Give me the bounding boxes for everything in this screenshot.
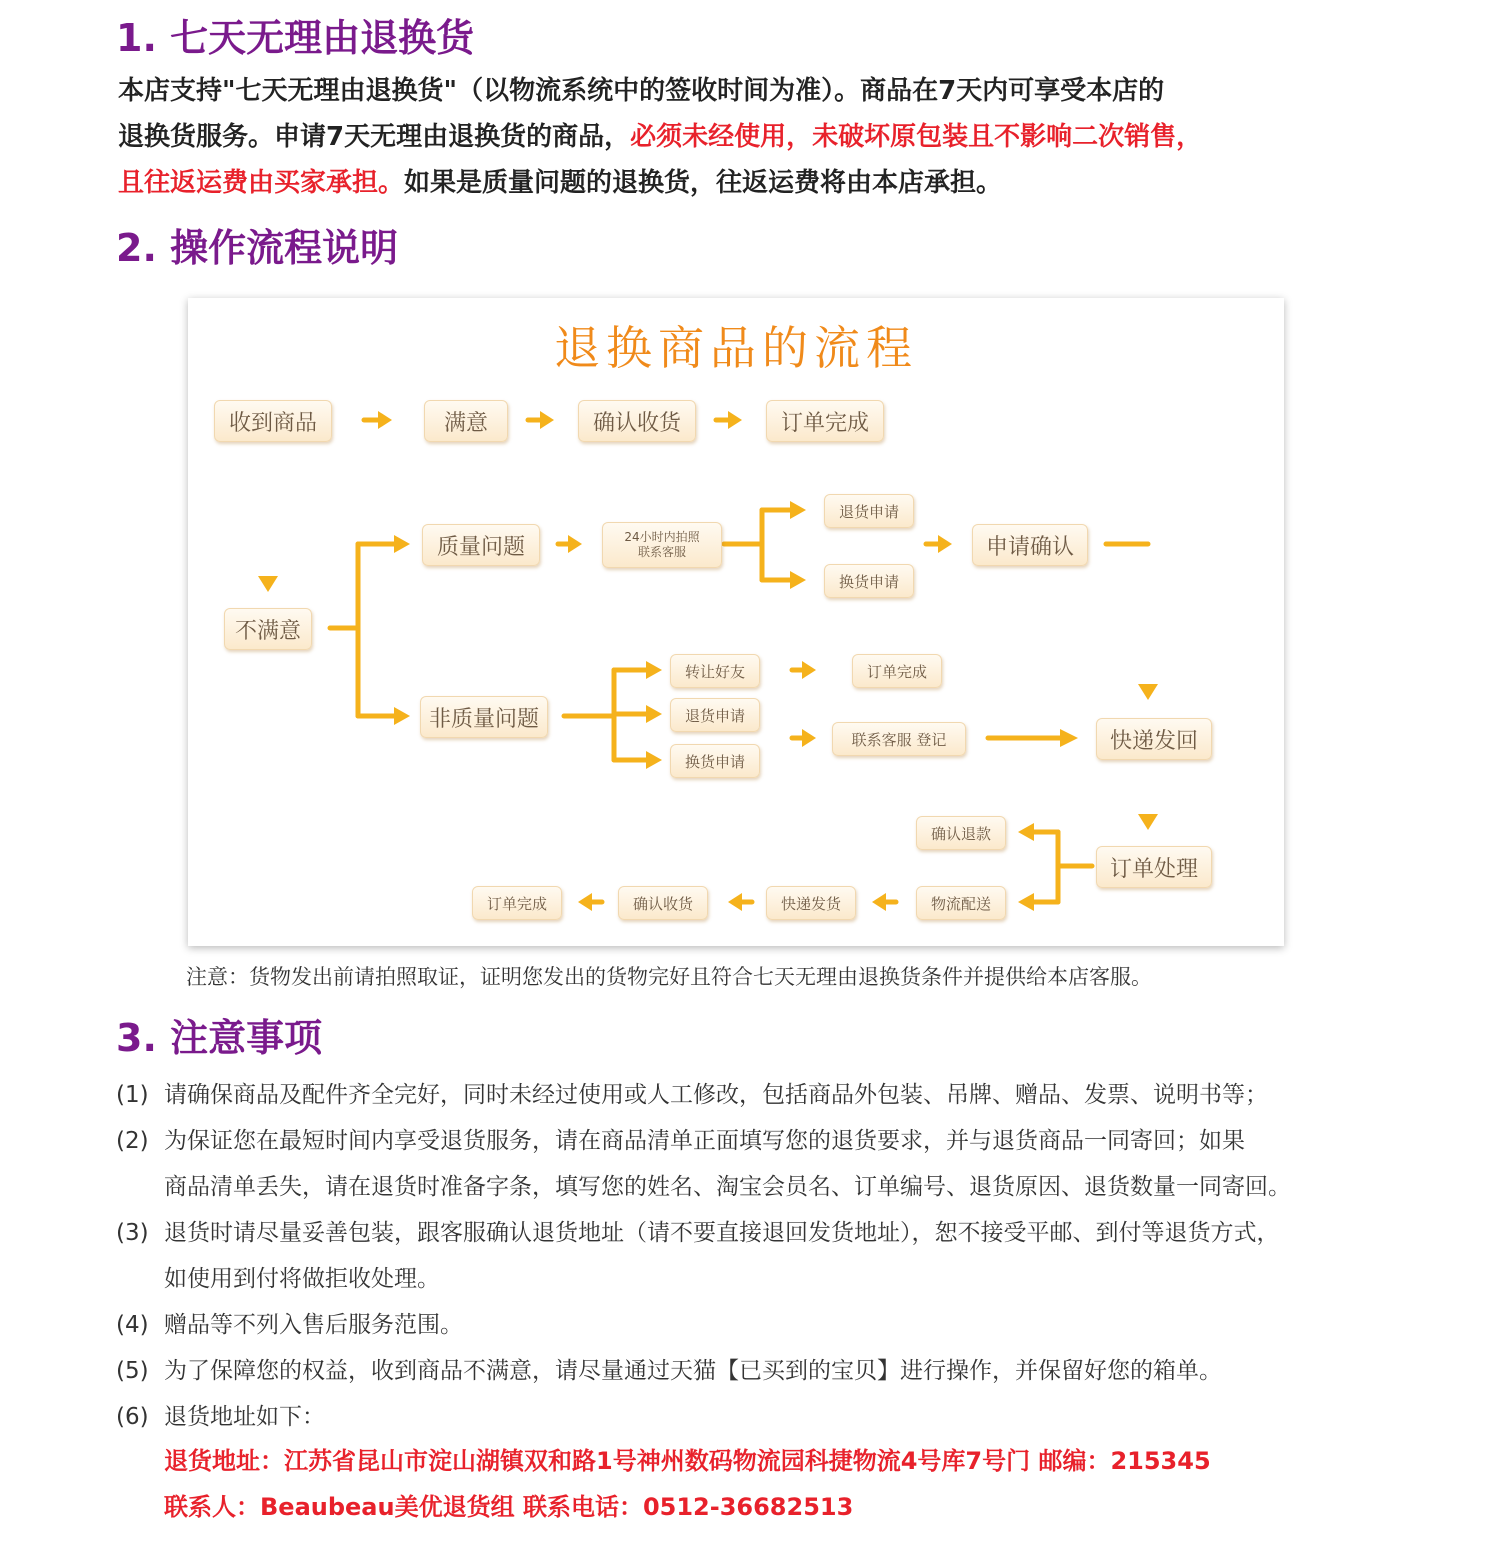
node-receive-goods: 收到商品	[214, 400, 332, 442]
notice-number: (4)	[116, 1312, 149, 1338]
notice-text: 请确保商品及配件齐全完好，同时未经过使用或人工修改，包括商品外包装、吊牌、赠品、发票、说明书等；	[164, 1082, 1268, 1108]
node-order-complete-mid: 订单完成	[852, 654, 942, 688]
section-2-heading: 2. 操作流程说明	[116, 226, 399, 270]
node-exchange-apply-2: 换货申请	[670, 744, 760, 778]
section-1-line-2-warning: 必须未经使用，未破坏原包装且不影响二次销售，	[630, 122, 1203, 152]
return-flow-chart	[188, 298, 1284, 946]
notice-item-3	[116, 1210, 1416, 1256]
arrow-left-icon	[578, 893, 602, 911]
branch-connector	[330, 535, 410, 725]
notice-number: (1)	[116, 1082, 149, 1108]
notice-text: 为保证您在最短时间内享受退货服务，请在商品清单正面填写您的退货要求，并与退货商品一同寄回；如果	[164, 1128, 1245, 1154]
photo-line-1: 24小时内拍照	[624, 530, 700, 544]
notice-number: (6)	[116, 1404, 149, 1430]
notice-text: 退货地址如下：	[164, 1404, 325, 1430]
node-express-send-back: 快递发回	[1096, 718, 1212, 760]
arrow-right-icon	[528, 411, 554, 429]
node-photo-contact-service	[602, 522, 722, 568]
section-1-heading: 1. 七天无理由退换货	[116, 16, 475, 60]
arrow-right-icon	[558, 535, 582, 553]
notice-text: 赠品等不列入售后服务范围。	[164, 1312, 463, 1338]
section-1-line-2-text: 退换货服务。申请7天无理由退换货的商品，	[118, 122, 631, 152]
notice-item-2	[116, 1118, 1416, 1164]
arrow-right-icon	[792, 729, 816, 747]
notice-item-3-continued: 如使用到付将做拒收处理。	[164, 1266, 440, 1292]
node-satisfied: 满意	[424, 400, 508, 442]
node-express-ship: 快递发货	[766, 886, 856, 920]
notice-number: (2)	[116, 1128, 149, 1154]
return-contact: 联系人：Beaubeau美优退货组 联系电话：0512-36682513	[164, 1493, 854, 1521]
notice-item-5	[116, 1348, 1416, 1394]
branch-connector	[1018, 823, 1092, 911]
photo-line-2: 联系客服	[637, 545, 686, 559]
notice-item-6	[116, 1394, 1416, 1440]
node-confirm-receipt-bottom: 确认收货	[618, 886, 708, 920]
section-1-line-1: 本店支持"七天无理由退换货"（以物流系统中的签收时间为准）。商品在7天内可享受本店的	[118, 76, 1165, 106]
arrow-down-icon	[1106, 544, 1158, 700]
arrow-right-icon	[792, 661, 816, 679]
section-1-line-3	[118, 160, 1408, 206]
node-non-quality-issue: 非质量问题	[420, 696, 548, 738]
section-1-line-3-warning: 且往返运费由买家承担。	[118, 168, 405, 198]
node-contact-service-register: 联系客服 登记	[832, 722, 966, 756]
node-apply-confirm: 申请确认	[972, 524, 1088, 566]
notice-item-4	[116, 1302, 1416, 1348]
notice-item-2-continued: 商品清单丢失，请在退货时准备字条，填写您的姓名、淘宝会员名、订单编号、退货原因、退货数量一同寄回。	[164, 1174, 1291, 1200]
section-1-line-2	[118, 114, 1408, 160]
notice-text: 为了保障您的权益，收到商品不满意，请尽量通过天猫【已买到的宝贝】进行操作，并保留好您的箱单。	[164, 1358, 1222, 1384]
node-exchange-apply-1: 换货申请	[824, 564, 914, 598]
node-confirm-receipt-top: 确认收货	[578, 400, 696, 442]
arrow-right-icon	[988, 729, 1078, 747]
node-order-complete-top: 订单完成	[766, 400, 884, 442]
arrow-left-icon	[872, 893, 896, 911]
branch-connector	[564, 661, 662, 769]
arrow-right-icon	[926, 535, 952, 553]
flow-chart-title: 退换商品的流程	[554, 321, 918, 375]
notice-item-1	[116, 1072, 1416, 1118]
section-3-heading: 3. 注意事项	[116, 1016, 323, 1060]
section-1-line-3-text: 如果是质量问题的退换货，往返运费将由本店承担。	[404, 168, 1003, 198]
node-transfer-friend: 转让好友	[670, 654, 760, 688]
node-confirm-refund: 确认退款	[916, 816, 1006, 850]
arrow-right-icon	[716, 411, 742, 429]
arrow-left-icon	[728, 893, 752, 911]
node-logistics-delivery: 物流配送	[916, 886, 1006, 920]
notice-number: (5)	[116, 1358, 149, 1384]
node-unsatisfied: 不满意	[224, 608, 312, 650]
node-return-apply-1: 退货申请	[824, 494, 914, 528]
arrow-right-icon	[364, 411, 392, 429]
return-address: 退货地址：江苏省昆山市淀山湖镇双和路1号神州数码物流园科捷物流4号库7号门 邮编：215345	[164, 1447, 1211, 1475]
arrow-down-icon	[258, 460, 278, 592]
node-return-apply-2: 退货申请	[670, 698, 760, 732]
notice-number: (3)	[116, 1220, 149, 1246]
branch-connector	[724, 501, 806, 589]
arrow-down-icon	[1138, 774, 1158, 830]
notice-text: 退货时请尽量妥善包装，跟客服确认退货地址（请不要直接退回发货地址），恕不接受平邮、到付等退货方式，	[164, 1220, 1280, 1246]
section-1-paragraph	[118, 68, 1408, 206]
node-quality-issue: 质量问题	[422, 524, 540, 566]
node-order-processing: 订单处理	[1096, 846, 1212, 888]
flow-note: 注意：货物发出前请拍照取证，证明您发出的货物完好且符合七天无理由退换货条件并提供给本店客服。	[186, 965, 1152, 989]
node-order-complete-bottom: 订单完成	[472, 886, 562, 920]
